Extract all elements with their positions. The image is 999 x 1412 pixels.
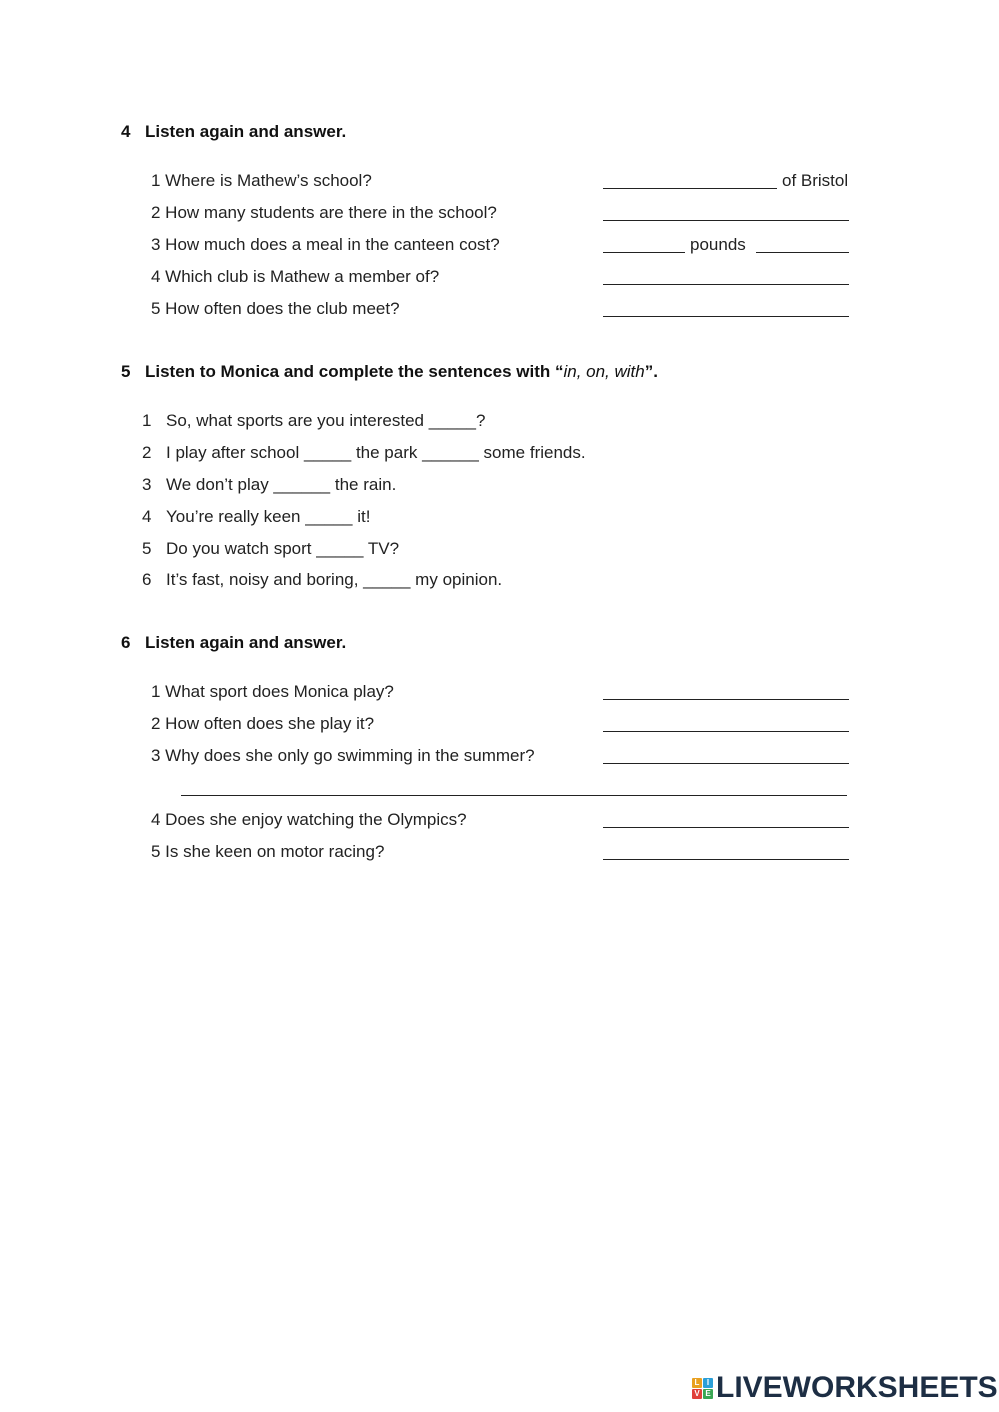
liveworksheets-logo-mark [692,1378,713,1399]
ex4-answer-1-suffix: of Bristol [782,171,849,190]
ex4-question-4: 4 Which club is Mathew a member of? [151,267,440,286]
ex6-question-3: 3 Why does she only go swimming in the summer? [151,746,535,765]
exercise-5-heading [121,362,658,382]
ex5-item-number: 5 [142,539,152,558]
logo-letter-e: E [703,1389,713,1399]
exercise-6-number: 6 [121,633,131,652]
ex5-item-text[interactable]: We don’t play ______ the rain. [166,475,397,494]
ex5-item-1 [142,411,485,431]
ex6-answer-2-blank[interactable] [603,731,849,732]
ex5-item-number: 1 [142,411,152,430]
ex5-item-6 [142,570,502,590]
exercise-6-heading [121,633,346,653]
exercise-4-title: Listen again and answer. [145,122,347,141]
ex5-item-2 [142,443,586,463]
ex5-item-text[interactable]: It’s fast, noisy and boring, _____ my opinion. [166,570,503,589]
exercise-6-title: Listen again and answer. [145,633,347,652]
ex4-question-5: 5 How often does the club meet? [151,299,400,318]
ex4-answer-3-blank-b[interactable] [756,252,849,253]
ex4-answer-4-blank[interactable] [603,284,849,285]
ex6-question-4: 4 Does she enjoy watching the Olympics? [151,810,467,829]
ex4-question-1: 1 Where is Mathew’s school? [151,171,372,190]
ex5-item-number: 2 [142,443,152,462]
logo-letter-v: V [692,1389,702,1399]
logo-letter-i: I [703,1378,713,1388]
ex5-item-3 [142,475,396,495]
ex4-answer-5-blank[interactable] [603,316,849,317]
ex6-answer-3-blank[interactable] [603,763,849,764]
liveworksheets-logo-text: LIVEWORKSHEETS [716,1371,998,1404]
logo-letter-l: L [692,1378,702,1388]
ex5-item-number: 6 [142,570,152,589]
ex6-answer-3-extra-blank[interactable] [181,795,847,796]
ex6-question-1: 1 What sport does Monica play? [151,682,394,701]
ex4-answer-2-blank[interactable] [603,220,849,221]
ex5-item-text[interactable]: Do you watch sport _____ TV? [166,539,400,558]
exercise-5-title-prefix: Listen to Monica and complete the sentences with “ [145,362,564,381]
ex6-answer-5-blank[interactable] [603,859,849,860]
ex6-question-5: 5 Is she keen on motor racing? [151,842,385,861]
ex6-answer-1-blank[interactable] [603,699,849,700]
ex4-question-2: 2 How many students are there in the school? [151,203,497,222]
ex4-question-3: 3 How much does a meal in the canteen cost? [151,235,500,254]
liveworksheets-logo [692,1372,998,1404]
ex5-item-4 [142,507,370,527]
exercise-5-number: 5 [121,362,131,381]
ex5-item-number: 4 [142,507,152,526]
exercise-4-number: 4 [121,122,131,141]
ex5-item-text[interactable]: So, what sports are you interested _____? [166,411,486,430]
ex6-answer-4-blank[interactable] [603,827,849,828]
ex5-item-text[interactable]: I play after school _____ the park ______ some friends. [166,443,586,462]
ex4-answer-3-blank-a[interactable] [603,252,685,253]
exercise-4-heading [121,122,346,142]
ex6-question-2: 2 How often does she play it? [151,714,375,733]
exercise-5-title-words: in, on, with [563,362,645,381]
ex4-answer-3-middle: pounds [690,235,746,254]
ex5-item-number: 3 [142,475,152,494]
ex5-item-5 [142,539,399,559]
ex4-answer-1-blank[interactable] [603,188,777,189]
exercise-5-title-suffix: ”. [644,362,658,381]
ex5-item-text[interactable]: You’re really keen _____ it! [166,507,371,526]
